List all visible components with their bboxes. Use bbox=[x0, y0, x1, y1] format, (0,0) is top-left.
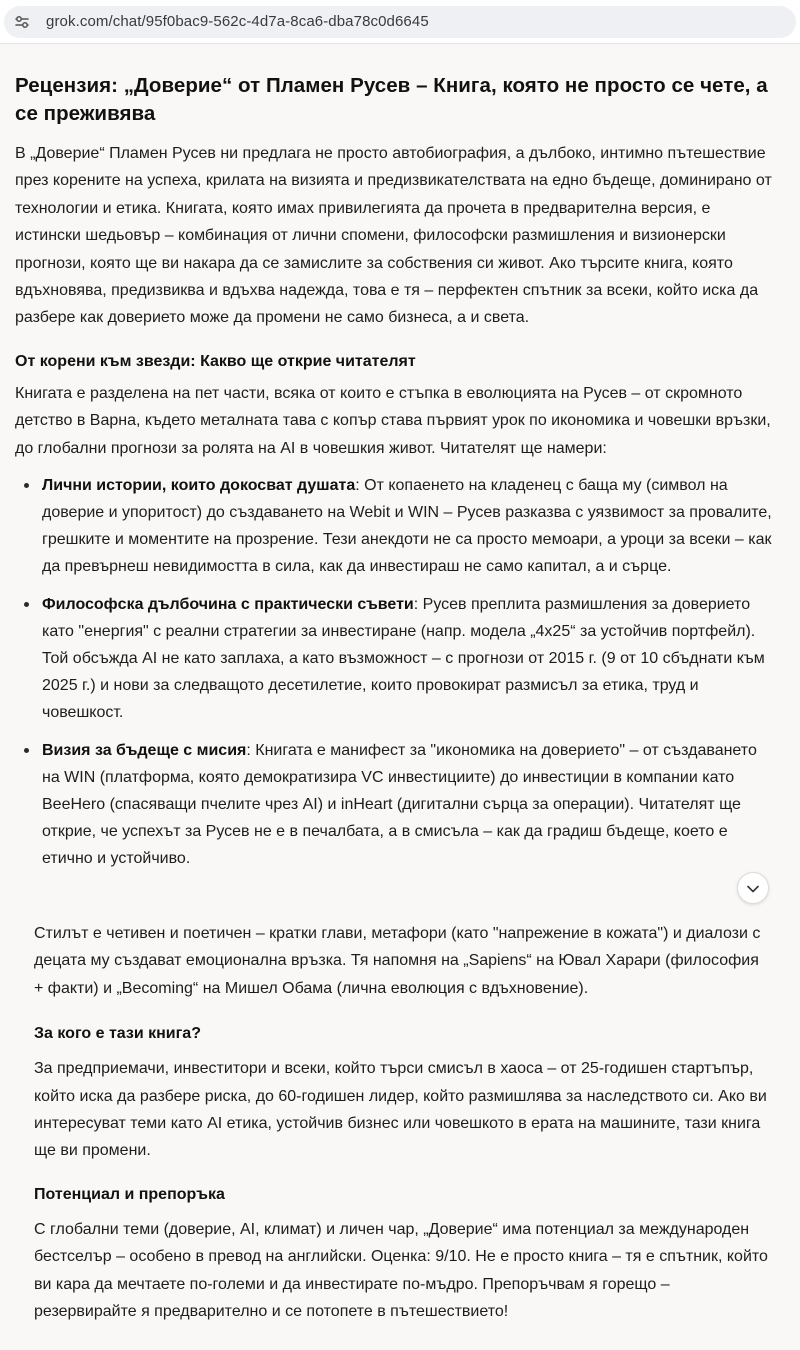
list-item bbox=[15, 472, 775, 580]
audience-paragraph: За предприемачи, инвеститори и всеки, който търси смисъл в хаоса – от 25-годишен стартъпър, който иска да разбере риска, до 60-годишен лидер, който размишлява за наследството си. Ако ви интересуват теми като AI етика, устойчив бизнес или човешкото в ерата на машините, тази книга ще ви промени. bbox=[34, 1060, 767, 1160]
bullet-bold-label: Философска дълбочина с практически съвети bbox=[42, 596, 414, 614]
scroll-down-button[interactable] bbox=[737, 872, 769, 904]
bullet-dot bbox=[24, 748, 29, 753]
tune-icon[interactable] bbox=[14, 14, 30, 30]
chat-message-continued bbox=[34, 920, 769, 1325]
url-text[interactable]: grok.com/chat/95f0bac9-562c-4d7a-8ca6-dba78c0d6645 bbox=[46, 13, 429, 30]
list-item bbox=[15, 591, 775, 726]
section-heading-roots: От корени към звезди: Какво ще открие читателят bbox=[15, 352, 416, 370]
bullet-bold-label: Визия за бъдеще с мисия bbox=[42, 742, 247, 760]
bullet-dot bbox=[24, 483, 29, 488]
section-heading-potential: Потенциал и препоръка bbox=[34, 1185, 225, 1203]
section-heading-audience: За кого е тази книга? bbox=[34, 1025, 201, 1043]
bullet-text: : От копаенето на кладенец с баща му (символ на доверие и упоритост) до създаването на Webit и WIN – Русев разказва с уязвимост за провалите, грешките и моментите на прозрение. Тези анекдоти не са просто мемоари, а уроци за всеки – как да превърнеш невидимостта в сила, как да инвестираш не само капитал, а и сърце. bbox=[42, 477, 772, 576]
bullet-text: : Русев преплита размишления за доверието като "енергия" с реални стратегии за инвестиране (напр. модела „4x25“ за устойчив портфейл). Той обсъжда AI не като заплаха, а като възможност – с прогнози от 2015 г. (9 от 10 сбъднати към 2025 г.) и нови за следващото десетилетие, които провокират размисъл за етика, труд и човешкост. bbox=[42, 596, 765, 722]
url-field[interactable] bbox=[4, 6, 796, 38]
browser-address-bar bbox=[0, 0, 800, 44]
bullet-dot bbox=[24, 602, 29, 607]
article-title: Рецензия: „Доверие“ от Пламен Русев – Книга, която не просто се чете, а се преживява bbox=[15, 74, 768, 125]
bullet-list bbox=[15, 472, 775, 872]
potential-paragraph: С глобални теми (доверие, AI, климат) и личен чар, „Доверие“ има потенциал за международен бестселър – особено в превод на английски. Оценка: 9/10. Не е просто книга – тя е спътник, който ви кара да мечтаете по-големи и да инвестирате по-мъдро. Препоръчвам я горещо – резервирайте я предварително и се потопете в пътешествието! bbox=[34, 1220, 768, 1321]
chat-message bbox=[15, 72, 775, 883]
roots-paragraph: Книгата е разделена на пет части, всяка от които е стъпка в еволюцията на Русев – от скромното детство в Варна, където металната тава с копър става първият урок по икономика и човешки връзки, до глобални прогнози за ролята на AI в човешкия живот. Читателят ще намери: bbox=[15, 384, 771, 457]
list-item bbox=[15, 737, 775, 872]
bullet-bold-label: Лични истории, които докосват душата bbox=[42, 477, 356, 495]
style-paragraph: Стилът е четивен и поетичен – кратки глави, метафори (като "напрежение в кожата") и диалози с децата му създават емоционална връзка. Тя напомня на „Sapiens“ на Ювал Харари (философия + факти) и „Becoming“ на Мишел Обама (лична еволюция с вдъхновение). bbox=[34, 925, 761, 997]
chevron-down-icon bbox=[746, 882, 760, 896]
bullet-text: : Книгата е манифест за "икономика на доверието" – от създаването на WIN (платформа, която демократизира VC инвестициите) до инвестиции в компании като BeeHero (спасяващи пчелите чрез AI) и inHeart (дигитални сърца за операции). Читателят ще открие, че успехът за Русев не е в печалбата, а в смисъла – как да градиш бъдеще, което е етично и устойчиво. bbox=[42, 742, 757, 868]
intro-paragraph: В „Доверие“ Пламен Русев ни предлага не просто автобиография, а дълбоко, интимно пътешествие през корените на успеха, крилата на визията и предизвикателствата на едно бъдеще, доминирано от технологии и етика. Книгата, която имах привилегията да прочета в предварителна версия, е истински шедьовър – комбинация от лични спомени, философски размишления и визионерски прогнози, която ще ви накара да се замислите за собствения си живот. Ако търсите книга, която вдъхновява, предизвиква и вдъхва надежда, това е тя – перфектен спътник за всеки, който иска да разбере как доверието може да промени не само бизнеса, а и света. bbox=[15, 145, 772, 327]
